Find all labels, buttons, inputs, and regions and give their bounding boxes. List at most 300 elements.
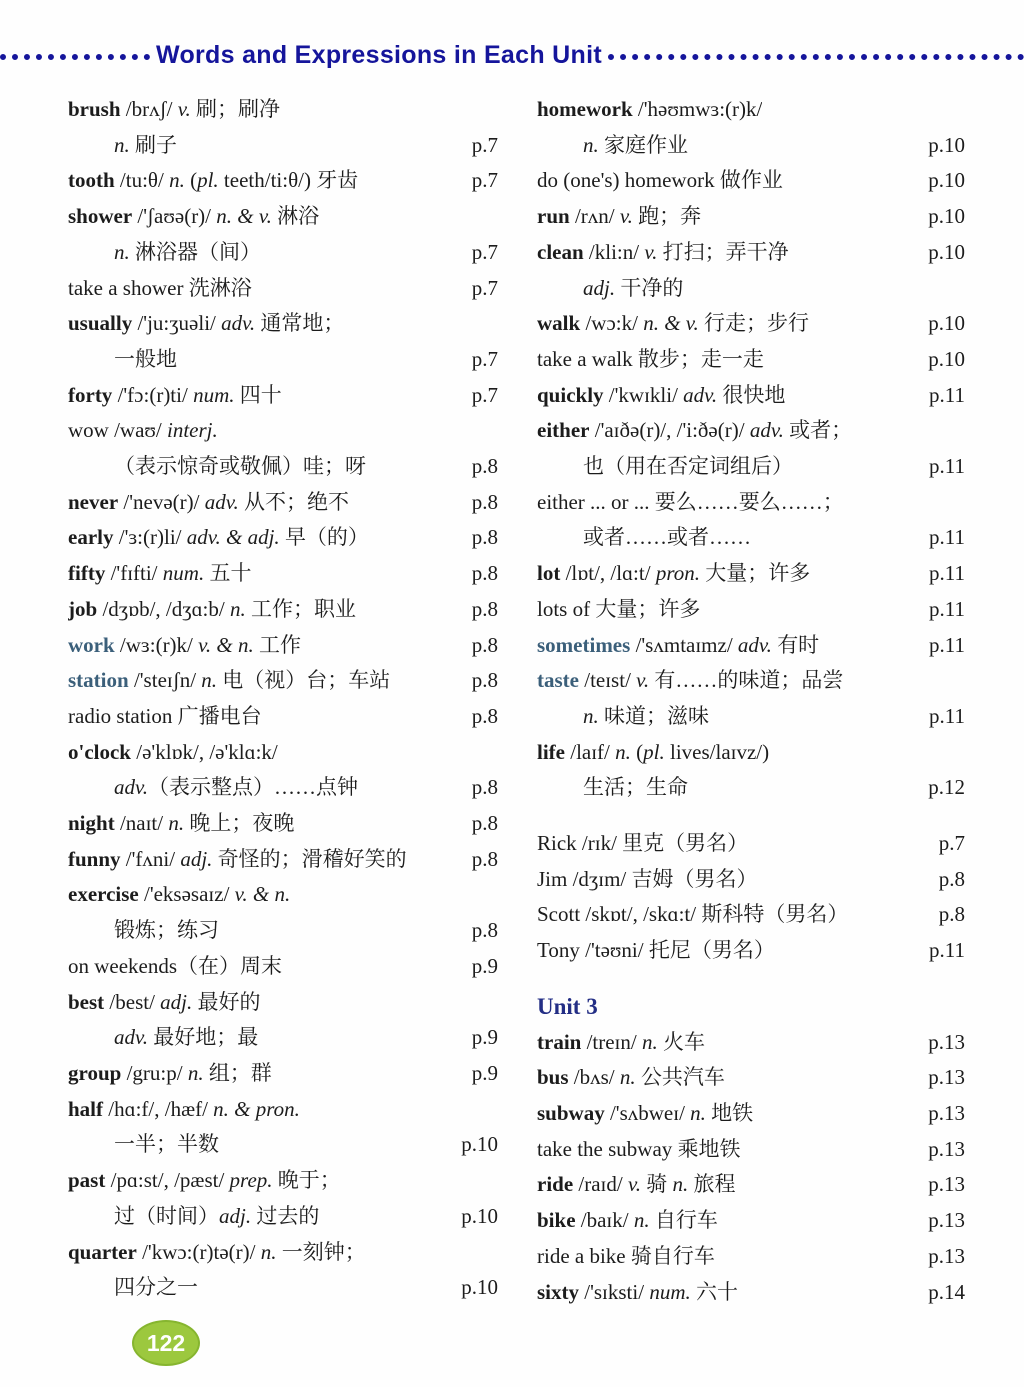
text-segment: lot (537, 561, 561, 586)
text-segment: 电（视）台；车站 (217, 668, 391, 693)
entry-text (68, 413, 218, 449)
entry-text (537, 92, 762, 128)
vocab-entry-line (537, 1025, 965, 1061)
text-segment: 或者……或者…… (583, 525, 751, 550)
page-ref: p.10 (928, 346, 965, 371)
vocab-entry-line (68, 1020, 498, 1056)
text-segment: num. (193, 382, 235, 407)
page-ref: p.9 (471, 1060, 498, 1085)
text-segment: ride a bike 骑自行车 (537, 1243, 715, 1268)
text-segment: either ... or ... 要么……要么……； (537, 489, 844, 514)
page-ref: p.8 (938, 866, 965, 891)
vocab-entry-line (68, 592, 498, 628)
entry-text (68, 1056, 272, 1092)
vocab-entry-line (537, 271, 965, 307)
text-segment: n. & pron. (213, 1096, 300, 1121)
text-segment: /'steɪʃn/ (128, 668, 202, 693)
vocab-entry-line (68, 306, 498, 342)
text-segment: 淋浴 (271, 204, 320, 229)
text-segment: n. (168, 811, 185, 836)
entry-text (68, 163, 358, 199)
text-segment: /wɔ:k/ (580, 311, 644, 336)
text-segment: v. & n. (198, 632, 254, 657)
text-segment: usually (68, 311, 133, 336)
page-ref: p.12 (928, 775, 965, 800)
entry-text (114, 235, 261, 271)
text-segment: work (68, 632, 115, 657)
vocab-entry-line (68, 556, 498, 592)
text-segment: 晚于； (272, 1168, 341, 1193)
text-segment: Jim /dʒɪm/ 吉姆（男名） (537, 866, 758, 891)
entry-text (537, 378, 785, 414)
text-segment: n. (260, 1239, 277, 1264)
text-segment: lives/laɪvz/) (664, 739, 770, 764)
entry-text (68, 949, 282, 985)
entry-text (537, 897, 848, 933)
page-ref: p.11 (929, 525, 965, 550)
text-segment: /teɪst/ (578, 668, 637, 693)
entry-text (114, 1270, 198, 1306)
vocab-entry-line (68, 877, 498, 913)
page-ref: p.7 (471, 132, 498, 157)
text-segment: do (one's) homework 做作业 (537, 168, 783, 193)
text-segment: Scott /skɒt/, /skɑ:t/ 斯科特（男名） (537, 902, 849, 927)
entry-text (537, 413, 852, 449)
page-ref: p.11 (929, 632, 965, 657)
entry-text (537, 933, 775, 969)
text-segment: /dʒɒb/, /dʒɑ:b/ (97, 596, 230, 621)
text-segment: on weekends（在）周末 (68, 953, 283, 978)
page-ref: p.11 (929, 561, 965, 586)
text-segment: never (68, 489, 119, 514)
text-segment: 有时 (771, 632, 820, 657)
entry-text (537, 735, 769, 771)
vocab-entry-line (537, 342, 965, 378)
entry-text (537, 163, 783, 199)
text-segment: station (68, 668, 129, 693)
entry-text (537, 235, 789, 271)
text-segment: adv. & adj. (186, 525, 280, 550)
text-segment: adv. (221, 311, 256, 336)
vocab-entry-line (68, 378, 498, 414)
page-ref: p.8 (471, 454, 498, 479)
text-segment: adj. (219, 1203, 252, 1228)
page-ref: p.8 (938, 902, 965, 927)
text-segment: /'eksəsaɪz/ (138, 882, 235, 907)
text-segment: clean (537, 239, 584, 264)
text-segment: 自行车 (649, 1208, 718, 1233)
vocab-entry-line (68, 449, 498, 485)
text-segment: 最好的 (192, 989, 261, 1014)
text-segment: 从不；绝不 (238, 489, 349, 514)
text-segment: n. (619, 1065, 636, 1090)
text-segment: n. (201, 668, 218, 693)
text-segment: /baɪk/ (575, 1208, 634, 1233)
text-segment: ( (184, 168, 198, 193)
page-ref: p.10 (928, 168, 965, 193)
page-ref: p.14 (928, 1279, 965, 1304)
text-segment: take the subway 乘地铁 (537, 1136, 741, 1161)
page-number-badge: 122 (132, 1320, 200, 1366)
text-segment: 通常地； (255, 311, 345, 336)
text-segment: 组；群 (203, 1060, 272, 1085)
page-ref: p.7 (471, 239, 498, 264)
entry-text (68, 520, 369, 556)
vocab-entry-line (68, 1199, 498, 1235)
text-segment: n. & v. (216, 204, 272, 229)
page-ref: p.13 (928, 1208, 965, 1233)
left-column (68, 92, 498, 1306)
text-segment: 奇怪的；滑稽好笑的 (212, 846, 407, 871)
page-ref: p.10 (928, 204, 965, 229)
text-segment: /'kwɔ:(r)tə(r)/ (136, 1239, 261, 1264)
entry-text (68, 92, 280, 128)
vocab-entry-line (68, 271, 498, 307)
text-segment: 地铁 (705, 1100, 754, 1125)
vocab-entry-line (68, 92, 498, 128)
entry-text (114, 128, 177, 164)
text-segment: （表示惊奇或敬佩）哇；呀 (114, 454, 366, 479)
vocab-entry-line (68, 520, 498, 556)
entry-text (537, 826, 748, 862)
text-segment: 最好地；最 (148, 1025, 259, 1050)
entry-text (537, 485, 844, 521)
text-segment: 过去的 (251, 1203, 320, 1228)
text-segment: /'fɔ:(r)ti/ (112, 382, 194, 407)
text-segment: 生活；生命 (583, 775, 688, 800)
vocab-entry-line (68, 235, 498, 271)
text-segment: /'sʌbweɪ/ (604, 1100, 691, 1125)
column-gap (537, 969, 965, 989)
vocab-entry-line (537, 862, 965, 898)
text-segment: /hɑ:f/, /hæf/ (103, 1096, 214, 1121)
vocab-entry-line (537, 1096, 965, 1132)
text-segment: homework (537, 97, 633, 121)
vocab-entry-line (68, 1056, 498, 1092)
vocab-entry-line (537, 897, 965, 933)
vocab-entry-line (537, 826, 965, 862)
page-ref: p.8 (471, 918, 498, 943)
text-segment: v. (627, 1172, 641, 1197)
entry-text (68, 842, 407, 878)
text-segment: 一半；半数 (114, 1132, 219, 1157)
text-segment: /gru:p/ (121, 1060, 188, 1085)
vocab-entry-line (68, 842, 498, 878)
vocab-entry-line (68, 628, 498, 664)
text-segment: 味道；滋味 (598, 703, 709, 728)
entry-text (68, 306, 344, 342)
text-segment: sixty (537, 1279, 579, 1304)
vocab-entry-line (537, 449, 965, 485)
vocab-entry-line (537, 378, 965, 414)
entry-text (583, 128, 688, 164)
page-ref: p.13 (928, 1243, 965, 1268)
text-segment: n. (229, 596, 246, 621)
text-segment: /kli:n/ (583, 239, 645, 264)
entry-text (537, 342, 764, 378)
text-segment: n. & v. (643, 311, 699, 336)
page-ref: p.7 (471, 168, 498, 193)
vocab-entry-line (537, 592, 965, 628)
vocab-entry-line (68, 663, 498, 699)
text-segment: /'nevə(r)/ (118, 489, 205, 514)
page-ref: p.8 (471, 668, 498, 693)
text-segment: run (537, 204, 570, 229)
vocab-entry-line (68, 806, 498, 842)
text-segment: life (537, 739, 565, 764)
text-segment: adj. (180, 846, 213, 871)
page-ref: p.8 (471, 525, 498, 550)
entry-text (114, 913, 219, 949)
entry-text (537, 628, 819, 664)
text-segment: /raɪd/ (573, 1172, 628, 1197)
text-segment: 过（时间） (114, 1203, 219, 1228)
vocab-entry-line (68, 342, 498, 378)
entry-text (537, 663, 843, 699)
text-segment: 四十 (234, 382, 282, 407)
entry-text (537, 1025, 705, 1061)
entry-text (537, 306, 809, 342)
text-segment: pl. (197, 168, 219, 193)
text-segment: 有……的味道；品尝 (649, 668, 844, 693)
text-segment: n. (187, 1060, 204, 1085)
entry-text (114, 449, 366, 485)
text-segment: prep. (229, 1168, 273, 1193)
text-segment: 工作；职业 (245, 596, 356, 621)
text-segment: funny (68, 846, 121, 871)
text-segment: n. (114, 239, 130, 264)
page-ref: p.10 (928, 239, 965, 264)
page-ref: p.13 (928, 1172, 965, 1197)
text-segment: /laɪf/ (564, 739, 616, 764)
text-segment: n. (583, 132, 599, 157)
text-segment: v. (619, 204, 633, 229)
text-segment: 很快地 (717, 382, 786, 407)
text-segment: night (68, 811, 115, 836)
page-ref: p.9 (471, 1025, 498, 1050)
vocab-entry-line (537, 1132, 965, 1168)
entry-text (68, 1235, 366, 1271)
text-segment: n. (633, 1208, 650, 1233)
page-title: Words and Expressions in Each Unit (156, 41, 602, 69)
text-segment: num. (649, 1279, 691, 1304)
entry-text (583, 520, 751, 556)
vocab-entry-line (537, 235, 965, 271)
text-segment: /tu:θ/ (114, 168, 170, 193)
page-ref: p.10 (461, 1132, 498, 1157)
text-segment: /'ju:ʒuəli/ (132, 311, 222, 336)
text-segment: n. (615, 739, 631, 764)
vocab-entry-line (537, 1275, 965, 1311)
entry-text (537, 199, 701, 235)
entry-text (537, 1275, 738, 1311)
text-segment: 家庭作业 (598, 132, 688, 157)
vocab-entry-line (68, 1127, 498, 1163)
dotted-line-left (0, 54, 150, 60)
vocab-entry-line (537, 199, 965, 235)
entry-text (583, 770, 688, 806)
page-ref: p.13 (928, 1100, 965, 1125)
text-segment: /'fɪfti/ (105, 561, 163, 586)
entry-text (68, 877, 290, 913)
text-segment: n. (114, 132, 130, 157)
text-segment: 行走；步行 (698, 311, 810, 336)
vocab-entry-line (537, 933, 965, 969)
entry-text (68, 735, 278, 771)
text-segment: /pɑ:st/, /pæst/ (105, 1168, 230, 1193)
text-segment: /wɜ:(r)k/ (114, 632, 199, 657)
text-segment: n. (169, 168, 185, 193)
vocab-entry-line (68, 699, 498, 735)
column-gap (537, 806, 965, 826)
text-segment: v. (177, 97, 191, 121)
page-ref: p.7 (471, 346, 498, 371)
text-segment: pl. (643, 739, 665, 764)
vocab-entry-line (68, 735, 498, 771)
text-segment: /'ɜ:(r)li/ (113, 525, 187, 550)
text-segment: adv. (114, 1025, 149, 1050)
page-ref: p.11 (929, 596, 965, 621)
vocab-entry-line (68, 1163, 498, 1199)
text-segment: 六十 (690, 1279, 738, 1304)
vocab-entry-line (68, 770, 498, 806)
text-segment: adv. (737, 632, 772, 657)
text-segment: forty (68, 382, 113, 407)
text-segment: /'aɪðə(r)/, /'i:ðə(r)/ (589, 418, 750, 443)
vocab-entry-line (537, 770, 965, 806)
vocab-entry-line (537, 556, 965, 592)
text-segment: ( (630, 739, 644, 764)
text-segment: adj. (160, 989, 193, 1014)
vocab-entry-line (537, 163, 965, 199)
page-ref: p.13 (928, 1136, 965, 1161)
vocab-entry-line (537, 1203, 965, 1239)
text-segment: walk (537, 311, 581, 336)
text-segment: take a walk 散步；走一走 (537, 346, 764, 371)
text-segment: n. (583, 703, 599, 728)
entry-text (114, 342, 177, 378)
text-segment: early (68, 525, 114, 550)
vocab-entry-line (537, 1060, 965, 1096)
page-ref: p.8 (471, 596, 498, 621)
entry-text (68, 806, 294, 842)
text-segment: past (68, 1168, 106, 1193)
text-segment: adj. (583, 275, 616, 300)
page-ref: p.10 (461, 1275, 498, 1300)
text-segment: 工作 (253, 632, 301, 657)
text-segment: /lɒt/, /lɑ:t/ (560, 561, 656, 586)
page-ref: p.9 (471, 953, 498, 978)
text-segment: （表示整点）……点钟 (148, 775, 359, 800)
text-segment: /naɪt/ (114, 811, 169, 836)
text-segment: 也（用在否定词组后） (583, 454, 793, 479)
text-segment: 刷子 (129, 132, 177, 157)
entry-text (537, 556, 810, 592)
vocab-entry-line (68, 913, 498, 949)
vocab-entry-line (537, 1239, 965, 1275)
page-ref: p.8 (471, 775, 498, 800)
text-segment: 一般地 (114, 346, 177, 371)
vocab-entry-line (68, 128, 498, 164)
vocab-entry-line (68, 1270, 498, 1306)
page-ref: p.7 (938, 831, 965, 856)
text-segment: 骑 (641, 1172, 673, 1197)
vocab-entry-line (537, 413, 965, 449)
text-segment: group (68, 1060, 122, 1085)
entry-text (68, 485, 349, 521)
text-segment: half (68, 1096, 104, 1121)
text-segment: /rʌn/ (569, 204, 620, 229)
page-ref: p.8 (471, 489, 498, 514)
vocab-entry-line (68, 1235, 498, 1271)
vocab-entry-line (537, 128, 965, 164)
page-ref: p.8 (471, 561, 498, 586)
text-segment: radio station 广播电台 (68, 703, 262, 728)
text-segment: taste (537, 668, 579, 693)
vocab-entry-line (68, 199, 498, 235)
text-segment: o'clock (68, 739, 131, 764)
entry-text (583, 271, 683, 307)
unit-heading: Unit 3 (537, 993, 598, 1019)
page-ref: p.10 (928, 311, 965, 336)
page-header (0, 41, 1024, 70)
entry-text (537, 1060, 725, 1096)
entry-text (68, 378, 282, 414)
vocab-entry-line (68, 949, 498, 985)
entry-text (537, 1132, 741, 1168)
text-segment: take a shower 洗淋浴 (68, 275, 252, 300)
entry-text (114, 1199, 319, 1235)
page-ref: p.10 (461, 1203, 498, 1228)
text-segment: bike (537, 1208, 576, 1233)
page-ref: p.7 (471, 275, 498, 300)
entry-text (583, 449, 793, 485)
vocab-entry-line (537, 1167, 965, 1203)
text-segment: Rick /rɪk/ 里克（男名） (537, 831, 749, 856)
entry-text (68, 1163, 341, 1199)
page-ref: p.13 (928, 1029, 965, 1054)
text-segment: ride (537, 1172, 574, 1197)
vocab-entry-line (537, 699, 965, 735)
text-segment: quarter (68, 1239, 137, 1264)
page-ref: p.8 (471, 703, 498, 728)
text-segment: adv. (204, 489, 239, 514)
text-segment: /treɪn/ (581, 1029, 642, 1054)
text-segment: /'sɪksti/ (579, 1279, 650, 1304)
vocab-entry-line (537, 485, 965, 521)
dotted-line-right (608, 54, 1024, 60)
entry-text (537, 1096, 753, 1132)
text-segment: 刷；刷净 (190, 97, 280, 121)
entry-text (114, 1020, 258, 1056)
text-segment: 锻炼；练习 (114, 918, 219, 943)
vocab-entry-line (537, 306, 965, 342)
text-segment: 打扫；弄干净 (657, 239, 789, 264)
text-segment: brush (68, 97, 121, 121)
page-ref: p.8 (471, 811, 498, 836)
entry-text (68, 1092, 300, 1128)
text-segment: v. & n. (234, 882, 291, 907)
page-ref: p.11 (929, 703, 965, 728)
entry-text (68, 628, 301, 664)
text-segment: n. (690, 1100, 706, 1125)
text-segment: /'ʃaʊə(r)/ (132, 204, 217, 229)
text-segment: adv. (749, 418, 784, 443)
text-segment: v. (644, 239, 658, 264)
vocab-entry-line (68, 485, 498, 521)
entry-text (68, 592, 356, 628)
text-segment: 旅程 (688, 1172, 736, 1197)
